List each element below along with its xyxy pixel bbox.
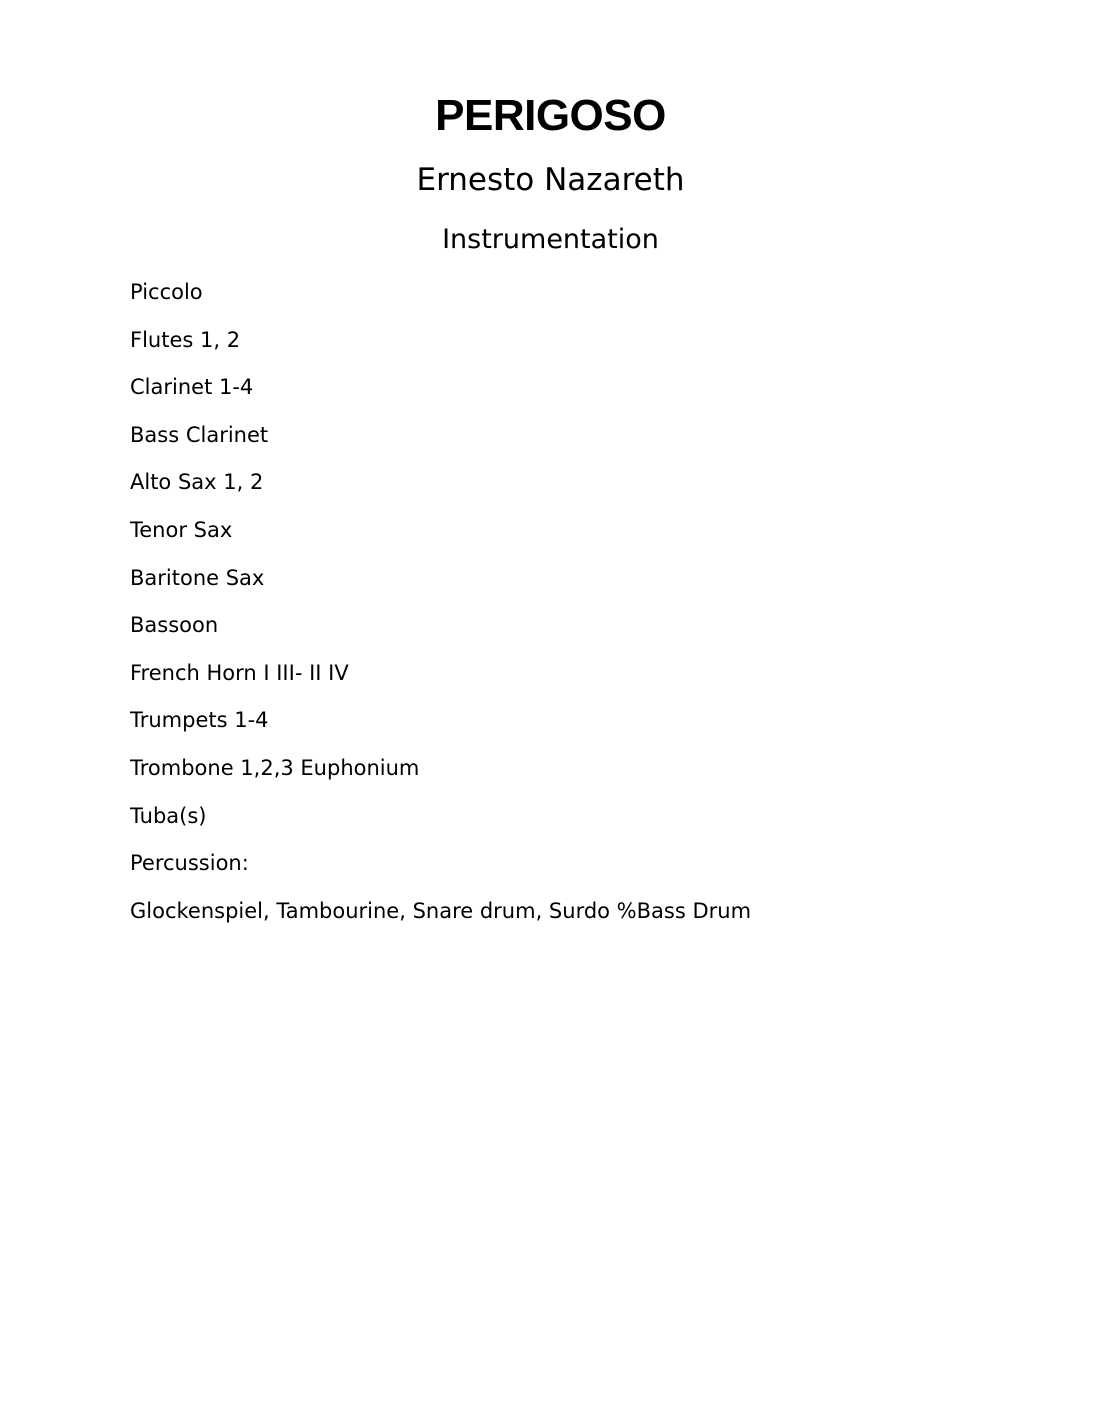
document-title: PERIGOSO <box>435 91 666 140</box>
instrument-item: Baritone Sax <box>130 565 265 590</box>
section-heading: Instrumentation <box>442 224 659 255</box>
instrument-item: Tenor Sax <box>130 517 233 542</box>
instrument-item: Bass Clarinet <box>130 422 269 447</box>
instrument-item: Clarinet 1-4 <box>130 375 254 400</box>
instrument-item: Trumpets 1-4 <box>130 708 269 733</box>
composer-name: Ernesto Nazareth <box>416 162 685 198</box>
instrument-item: Bassoon <box>130 613 219 638</box>
instrument-item: Piccolo <box>130 280 203 304</box>
instrument-item: Alto Sax 1, 2 <box>130 470 264 495</box>
instrument-item: Trombone 1,2,3 Euphonium <box>130 755 420 780</box>
instrument-item: Percussion: <box>130 851 249 876</box>
instrument-item: French Horn I III- II IV <box>130 660 349 685</box>
instrument-item: Flutes 1, 2 <box>130 327 241 352</box>
instrument-item: Glockenspiel, Tambourine, Snare drum, Surdo %Bass Drum <box>130 898 752 923</box>
instrument-list <box>130 277 751 943</box>
instrument-item: Tuba(s) <box>130 803 207 828</box>
